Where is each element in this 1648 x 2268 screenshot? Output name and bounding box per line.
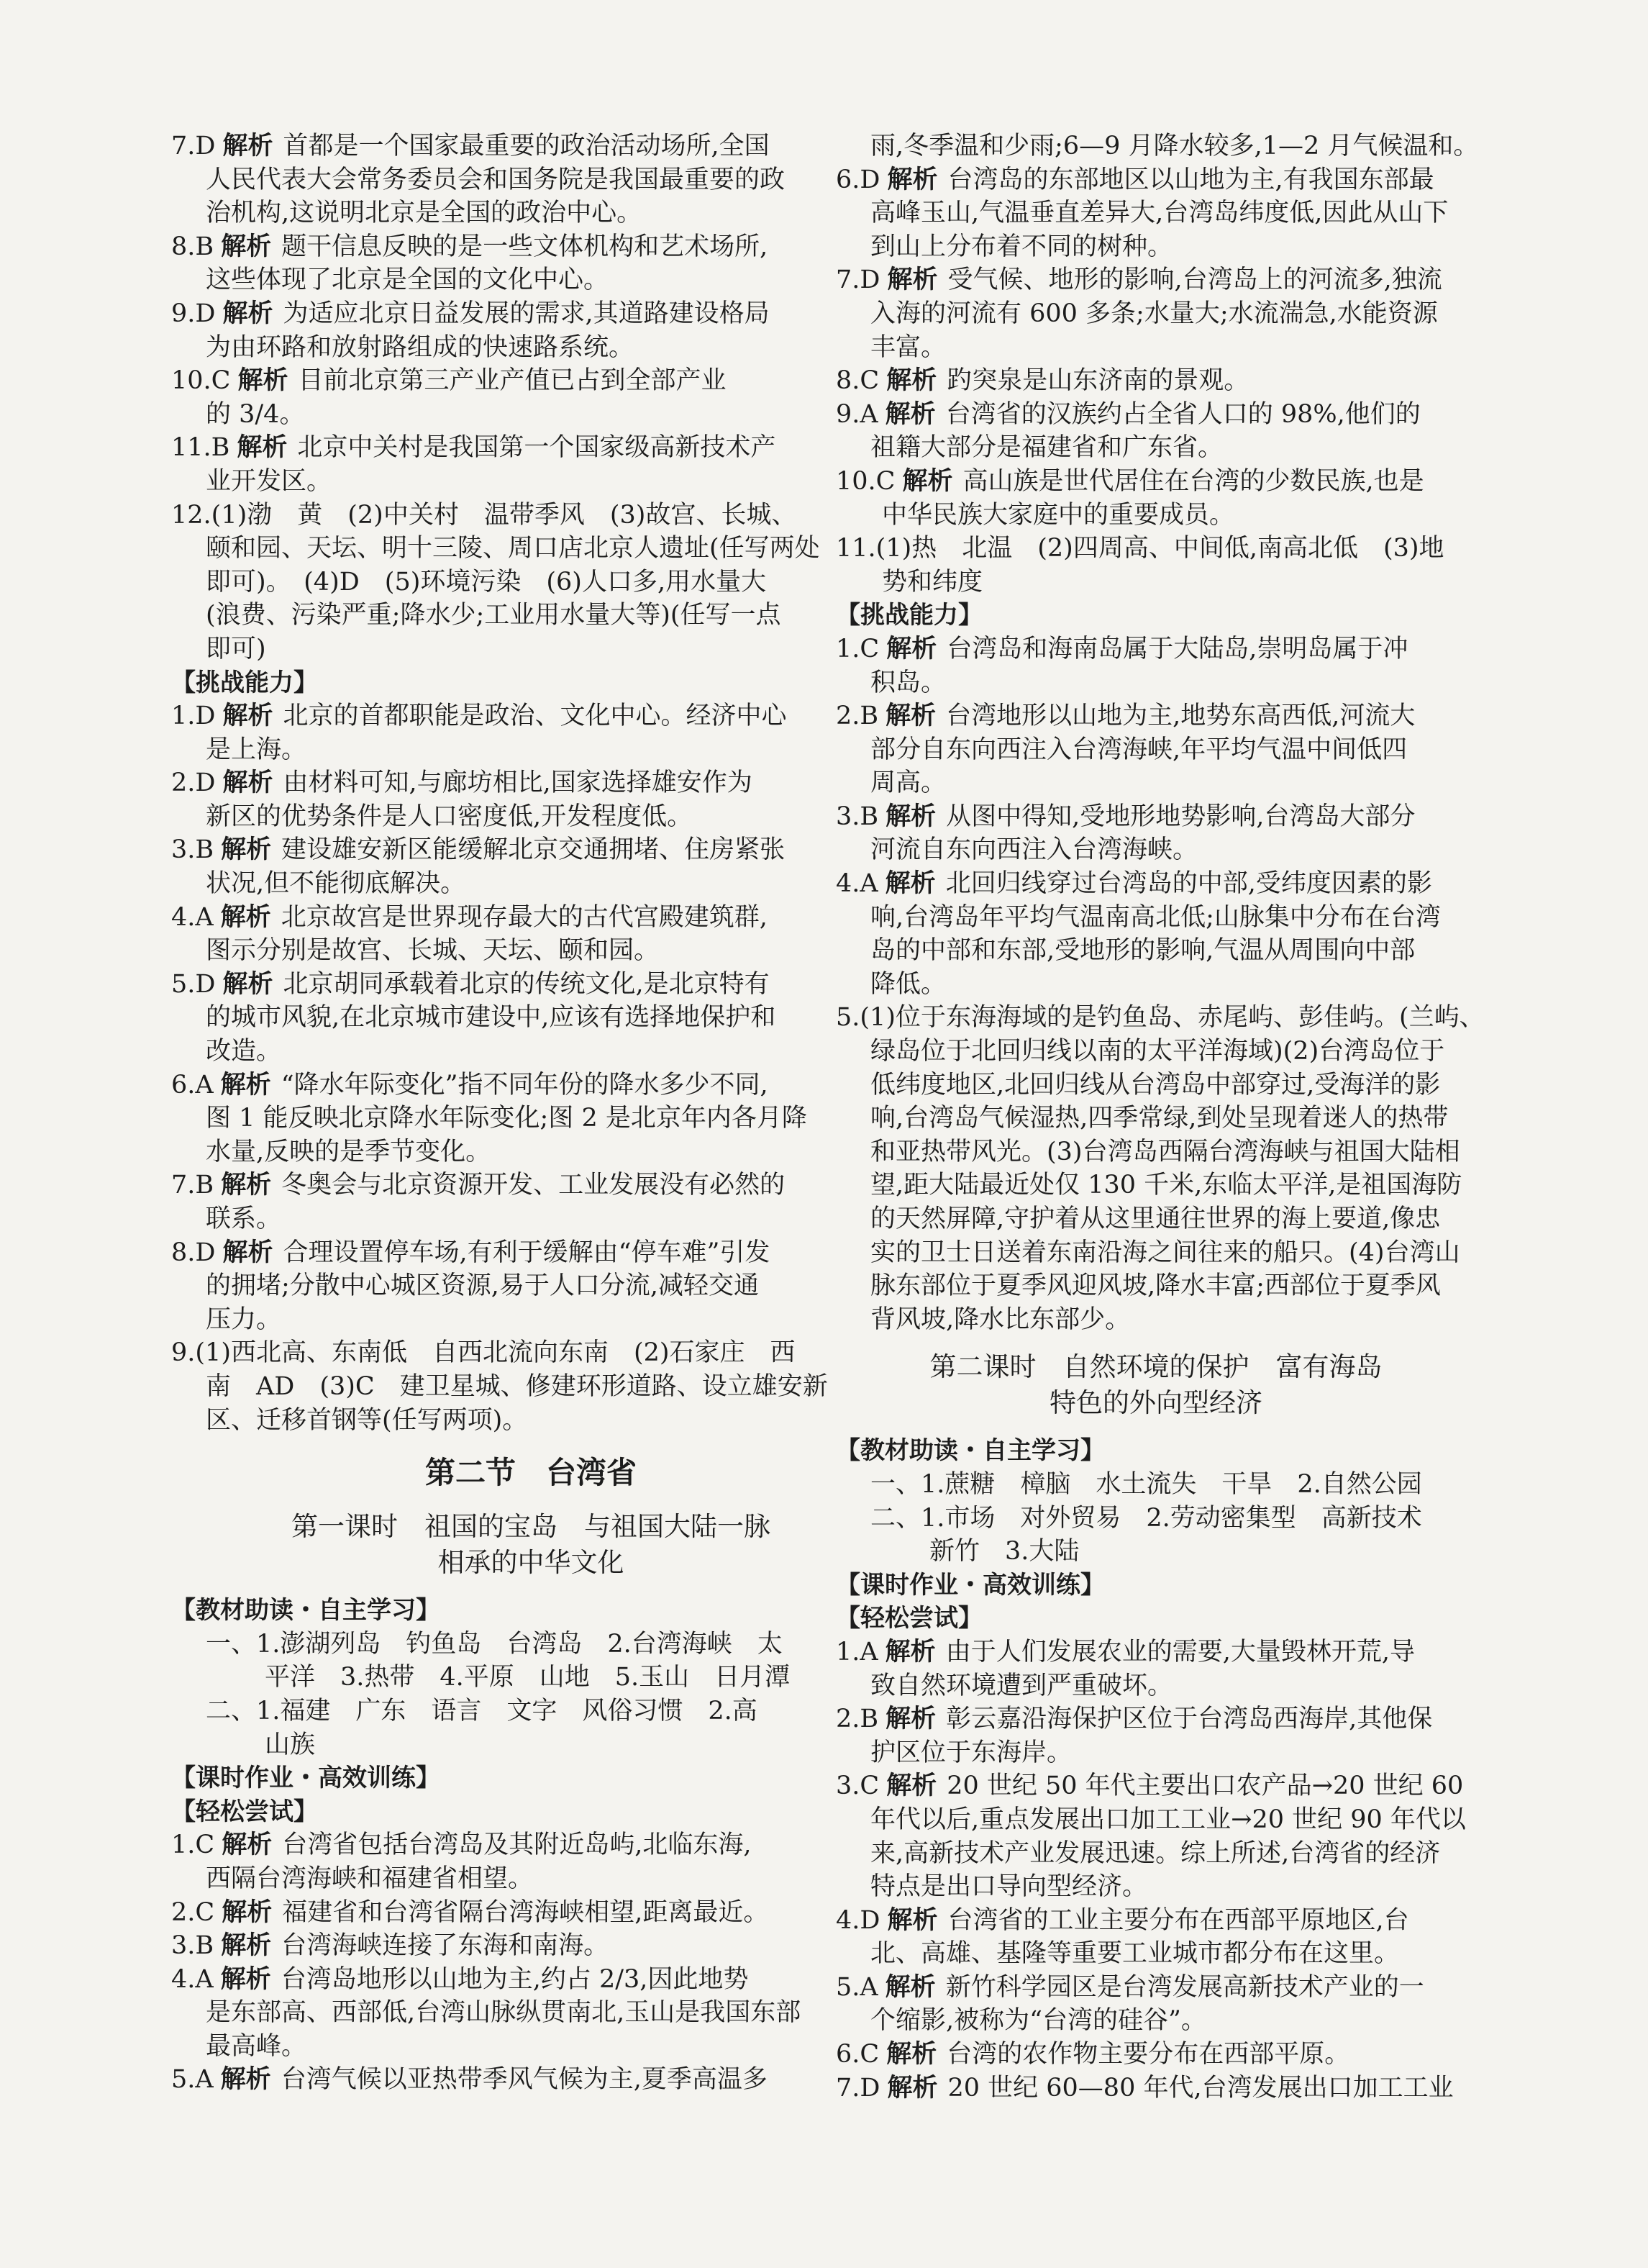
section-label: 【教材助读・自主学习】: [171, 1596, 440, 1625]
answer-item: 10.C 解析 高山族是世代居住在台湾的少数民族,也是 中华民族大家庭中的重要成员。: [836, 466, 1424, 530]
answer-item: 9.A 解析 台湾省的汉族约占全省人口的 98%,他们的 祖籍大部分是福建省和广东省。: [836, 399, 1421, 463]
section-label: 【课时作业・高效训练】: [836, 1570, 1105, 1600]
answer-item: 5.(1)位于东海海域的是钓鱼岛、赤尾屿、彭佳屿。(兰屿、 绿岛位于北回归线以南的太平洋海域)(2)台湾岛位于 低纬度地区,北回归线从台湾岛中部穿过,受海洋的影 响,台湾岛气候湿热,四季常绿,到处呈现着迷人的热带 和亚热带风光。(3)台湾岛西隔台湾海峡与祖国大陆相 望,距大陆最近处仅 130 千米,东临太平洋,是祖国海防 的天然屏障,守护着从这里通往世界的海上要道,像忠 实的卫士日送着东南沿海之间往来的船只。(4)台湾山 脉东部位于夏季风迎风坡,降水丰富;西部位于夏季风 背风坡,降水比东部少。: [836, 1003, 1485, 1334]
lesson-title: 第一课时 祖国的宝岛 与祖国大陆一脉 相承的中华文化: [291, 1511, 770, 1579]
section-label: 【课时作业・高效训练】: [171, 1764, 440, 1793]
answer-item: 7.D 解析 首都是一个国家最重要的政治活动场所,全国 人民代表大会常务委员会和国务院是我国最重要的政 治机构,这说明北京是全国的政治中心。: [171, 132, 786, 228]
answer-item: 4.A 解析 台湾岛地形以山地为主,约占 2/3,因此地势 是东部高、西部低,台湾山脉纵贯南北,玉山是我国东部 最高峰。: [171, 1964, 801, 2061]
answer-item: 6.C 解析 台湾的农作物主要分布在西部平原。: [836, 2040, 1350, 2069]
answer-item: 1.C 解析 台湾岛和海南岛属于大陆岛,崇明岛属于冲 积岛。: [836, 634, 1408, 697]
answer-item: 11.(1)热 北温 (2)四周高、中间低,南高北低 (3)地 势和纬度: [836, 534, 1444, 597]
section-label: 【轻松尝试】: [836, 1604, 983, 1633]
textbook-item: 二、1.市场 对外贸易 2.劳动密集型 高新技术 新竹 3.大陆: [870, 1503, 1422, 1566]
answer-item: 3.B 解析 建设雄安新区能缓解北京交通拥堵、住房紧张 状况,但不能彻底解决。: [171, 835, 786, 899]
textbook-item: 一、1.澎湖列岛 钓鱼岛 台湾岛 2.台湾海峡 太 平洋 3.热带 4.平原 山地 5.玉山 日月潭: [206, 1629, 791, 1692]
answer-item: 1.A 解析 由于人们发展农业的需要,大量毁林开荒,导 致自然环境遭到严重破坏。: [836, 1637, 1415, 1700]
answer-item: 7.D 解析 受气候、地形的影响,台湾岛上的河流多,独流 入海的河流有 600 多条;水量大;水流湍急,水能资源 丰富。: [836, 266, 1442, 362]
textbook-item: 二、1.福建 广东 语言 文字 风俗习惯 2.高 山族: [206, 1696, 757, 1759]
answer-item: 1.C 解析 台湾省包括台湾岛及其附近岛屿,北临东海, 西隔台湾海峡和福建省相望。: [171, 1831, 752, 1893]
answer-item: 2.B 解析 台湾地形以山地为主,地势东高西低,河流大 部分自东向西注入台湾海峡,年平均气温中间低四 周高。: [836, 702, 1416, 798]
answer-item: 11.B 解析 北京中关村是我国第一个国家级高新技术产 业开发区。: [171, 433, 776, 496]
answer-item: 8.D 解析 合理设置停车场,有利于缓解由“停车难”引发 的拥堵;分散中心城区资源,易于人口分流,减轻交通 压力。: [171, 1238, 770, 1334]
answer-item: 1.D 解析 北京的首都职能是政治、文化中心。经济中心 是上海。: [171, 702, 787, 764]
answer-item: 4.D 解析 台湾省的工业主要分布在西部平原地区,台 北、高雄、基隆等重要工业城市都分布在这里。: [836, 1905, 1409, 1969]
answer-item: 9.(1)西北高、东南低 自西北流向东南 (2)石家庄 西 南 AD (3)C 建卫星城、修建环形道路、设立雄安新 区、迁移首钢等(任写两项)。: [171, 1338, 828, 1435]
left-column: [171, 130, 891, 2097]
answer-item: 9.D 解析 为适应北京日益发展的需求,其道路建设格局 为由环路和放射路组成的快速路系统。: [171, 299, 770, 362]
lesson-title: 第二课时 自然环境的保护 富有海岛 特色的外向型经济: [929, 1351, 1383, 1419]
answer-item: 4.A 解析 北回归线穿过台湾岛的中部,受纬度因素的影 响,台湾岛年平均气温南高北低;山脉集中分布在台湾 岛的中部和东部,受地形的影响,气温从周围向中部 降低。: [836, 869, 1441, 999]
answer-item: 8.B 解析 题干信息反映的是一些文体机构和艺术场所, 这些体现了北京是全国的文化中心。: [171, 232, 768, 295]
section-label: 【轻松尝试】: [171, 1797, 318, 1826]
answer-item: 7.B 解析 冬奥会与北京资源开发、工业发展没有必然的 联系。: [171, 1171, 786, 1233]
answer-item: 8.C 解析 趵突泉是山东济南的景观。: [836, 366, 1249, 396]
answer-item: 3.B 解析 从图中得知,受地形地势影响,台湾岛大部分 河流自东向西注入台湾海峡。: [836, 802, 1416, 865]
answer-item: 2.B 解析 彰云嘉沿海保护区位于台湾岛西海岸,其他保 护区位于东海岸。: [836, 1705, 1433, 1767]
continued-text: 雨,冬季温和少雨;6—9 月降水较多,1—2 月气候温和。: [870, 132, 1479, 160]
answer-item: 2.C 解析 福建省和台湾省隔台湾海峡相望,距离最近。: [171, 1897, 769, 1927]
answer-item: 3.C 解析 20 世纪 50 年代主要出口农产品→20 世纪 60 年代以后,重点发展出口加工工业→20 世纪 90 年代以 来,高新技术产业发展迅速。综上所述,台湾省的经济 特点是出口导向型经济。: [836, 1772, 1466, 1902]
answer-item: 5.A 解析 新竹科学园区是台湾发展高新技术产业的一 个缩影,被称为“台湾的硅谷”。: [836, 1972, 1424, 2036]
right-column: [836, 130, 1485, 2105]
section-title: 第二节 台湾省: [424, 1455, 637, 1491]
answer-item: 3.B 解析 台湾海峡连接了东海和南海。: [171, 1931, 609, 1961]
answer-item: 5.D 解析 北京胡同承载着北京的传统文化,是北京特有 的城市风貌,在北京城市建设中,应该有选择地保护和 改造。: [171, 969, 776, 1066]
answer-item: 6.D 解析 台湾岛的东部地区以山地为主,有我国东部最 高峰玉山,气温垂直差异大,台湾岛纬度低,因此从山下 到山上分布着不同的树种。: [836, 165, 1449, 261]
answer-item: 4.A 解析 北京故宫是世界现存最大的古代宫殿建筑群, 图示分别是故宫、长城、天坛、颐和园。: [171, 902, 768, 966]
answer-item: 12.(1)渤 黄 (2)中关村 温带季风 (3)故宫、长城、 颐和园、天坛、明十三陵、周口店北京人遗址(任写两处 即可)。 (4)D (5)环境污染 (6)人口多,用水量大 (浪费、污染严重;降水少;工业用水量大等)(任写一点 即可): [171, 500, 820, 663]
answer-item: 10.C 解析 目前北京第三产业产值已占到全部产业 的 3/4。: [171, 366, 727, 429]
answer-item: 5.A 解析 台湾气候以亚热带季风气候为主,夏季高温多: [171, 2065, 768, 2095]
section-label: 【挑战能力】: [171, 668, 318, 697]
answer-item: 2.D 解析 由材料可知,与廊坊相比,国家选择雄安作为 新区的优势条件是人口密度低,开发程度低。: [171, 768, 752, 831]
textbook-item: 一、1.蔗糖 樟脑 水土流失 干旱 2.自然公园: [870, 1469, 1422, 1499]
section-label: 【挑战能力】: [836, 601, 983, 630]
answer-item: 6.A 解析 “降水年际变化”指不同年份的降水多少不同, 图 1 能反映北京降水年际变化;图 2 是北京年内各月降 水量,反映的是季节变化。: [171, 1070, 807, 1166]
section-label: 【教材助读・自主学习】: [836, 1436, 1105, 1466]
answer-item: 7.D 解析 20 世纪 60—80 年代,台湾发展出口加工工业: [836, 2073, 1454, 2103]
